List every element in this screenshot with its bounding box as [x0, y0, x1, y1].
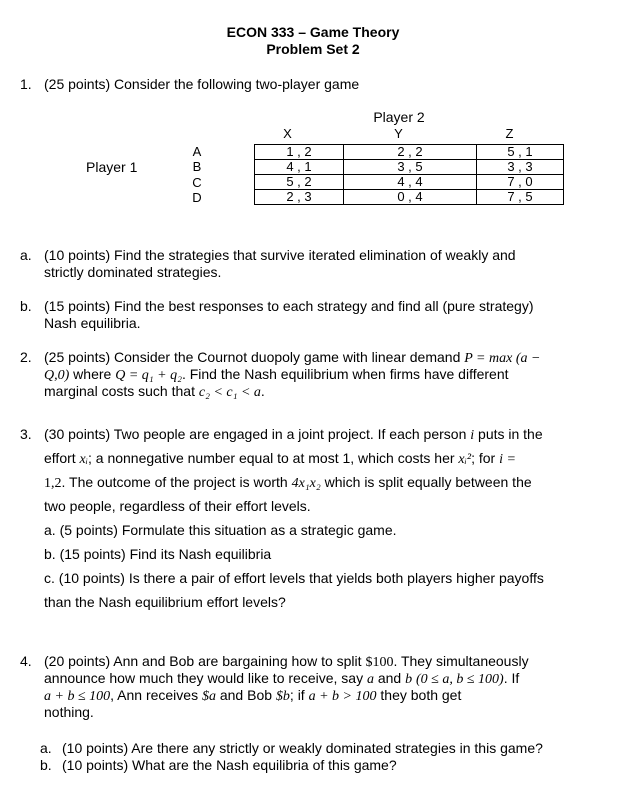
question-1a-line-2: strictly dominated strategies. — [44, 264, 222, 280]
question-3-line-3-text: . The outcome of the project is worth — [61, 474, 288, 490]
question-4-ann-receives: , Ann receives — [110, 687, 199, 703]
question-3-number: 3. — [20, 426, 32, 442]
payoff-row-c — [255, 175, 564, 190]
payoff-cell-a-x: 1 , 2 — [255, 145, 344, 160]
question-4b-label: b. — [40, 757, 52, 773]
question-2-line-1 — [44, 349, 540, 367]
question-2-number: 2. — [20, 349, 32, 365]
question-4a-label: a. — [40, 740, 52, 756]
question-4-line-2-end: . If — [503, 670, 520, 686]
question-3-line-1 — [44, 426, 543, 444]
question-3-for: ; for — [471, 450, 496, 466]
row-label-a: A — [192, 144, 202, 159]
column-label-x: X — [283, 126, 292, 141]
question-3-project-value: 4x₁x₂ — [291, 476, 321, 491]
payoff-cell-c-z: 7 , 0 — [477, 175, 564, 190]
payoff-cell-d-x: 2 , 3 — [255, 190, 344, 205]
question-4-condition-1: a + b ≤ 100 — [44, 689, 111, 704]
question-3-line-2 — [44, 450, 516, 468]
question-1b-label: b. — [20, 298, 32, 314]
question-2-line-1-text: (25 points) Consider the Cournot duopoly game with linear demand — [44, 349, 461, 365]
payoff-row-a — [255, 145, 564, 160]
question-2-demand-formula-end: Q,0) — [44, 368, 70, 383]
question-2-line-2-text: . Find the Nash equilibrium when firms have different — [181, 366, 509, 382]
question-4-line-2-text: announce how much they would like to receive, say — [44, 670, 364, 686]
question-4-bob-amount: $b — [275, 689, 290, 704]
row-label-c: C — [192, 175, 202, 190]
question-4-line-1 — [44, 653, 529, 671]
question-2-cost-inequality: c₂ < c₁ < a — [198, 385, 261, 400]
row-label-b: B — [192, 159, 202, 174]
payoff-cell-b-z: 3 , 3 — [477, 160, 564, 175]
question-3-line-3-end: which is split equally between the — [324, 474, 532, 490]
payoff-row-b — [255, 160, 564, 175]
question-1-text: (25 points) Consider the following two-player game — [44, 76, 360, 92]
question-4-line-3-end: they both get — [380, 687, 462, 703]
question-1a-line-1: (10 points) Find the strategies that survive iterated elimination of weakly and — [44, 247, 516, 263]
question-4-and: and — [377, 670, 402, 686]
question-4-line-1-end: . They simultaneously — [393, 653, 529, 669]
question-4-line-2 — [44, 670, 519, 688]
question-3b: b. (15 points) Find its Nash equilibria — [44, 546, 272, 562]
payoff-cell-c-x: 5 , 2 — [255, 175, 344, 190]
question-1a-label: a. — [20, 247, 32, 263]
question-3-effort-word: effort — [44, 450, 76, 466]
payoff-cell-b-x: 4 , 1 — [255, 160, 344, 175]
question-4-condition-2: a + b > 100 — [308, 689, 377, 704]
payoff-matrix — [254, 144, 564, 205]
question-4-line-3 — [44, 687, 461, 705]
payoff-cell-d-y: 0 , 4 — [344, 190, 477, 205]
row-label-d: D — [192, 190, 202, 205]
question-3-line-1-text: (30 points) Two people are engaged in a joint project. If each person — [44, 426, 467, 442]
question-4a-text: (10 points) Are there any strictly or weakly dominated strategies in this game? — [62, 740, 543, 756]
question-4-number: 4. — [20, 653, 32, 669]
player-2-label: Player 2 — [373, 109, 425, 125]
payoff-row-d — [255, 190, 564, 205]
question-4-range: (0 ≤ a, b ≤ 100) — [416, 672, 504, 687]
question-3c-line-2: than the Nash equilibrium effort levels? — [44, 594, 286, 610]
question-3-index-eq: i = — [499, 452, 516, 467]
question-4-ann-amount: $a — [201, 689, 216, 704]
document-subtitle: Problem Set 2 — [266, 41, 360, 57]
question-4-amount: $100 — [365, 655, 394, 670]
question-4-and-bob: and Bob — [219, 687, 273, 703]
question-1b-line-1: (15 points) Find the best responses to each strategy and find all (pure strategy) — [44, 298, 534, 314]
question-3-effort-var: xᵢ — [79, 452, 88, 467]
question-4-if: ; if — [289, 687, 305, 703]
question-3-cost-var: xᵢ² — [458, 452, 472, 467]
payoff-cell-a-y: 2 , 2 — [344, 145, 477, 160]
question-2-line-3-text: marginal costs such that — [44, 383, 195, 399]
question-1-number: 1. — [20, 76, 32, 92]
question-2-period: . — [260, 383, 265, 399]
question-4-var-a: a — [366, 672, 374, 687]
question-3a: a. (5 points) Formulate this situation as a strategic game. — [44, 522, 397, 538]
question-2-line-2 — [44, 366, 509, 384]
question-4-line-1-text: (20 points) Ann and Bob are bargaining how to split — [44, 653, 362, 669]
question-2-demand-formula: P = max (a − — [464, 351, 541, 366]
payoff-cell-b-y: 3 , 5 — [344, 160, 477, 175]
question-2-quantity-formula: Q = q₁ + q₂ — [115, 368, 182, 383]
question-1b-line-2: Nash equilibria. — [44, 315, 141, 331]
question-2-line-3 — [44, 383, 265, 401]
column-label-z: Z — [505, 126, 514, 141]
question-4-line-4: nothing. — [44, 704, 94, 720]
payoff-cell-a-z: 5 , 1 — [477, 145, 564, 160]
payoff-cell-c-y: 4 , 4 — [344, 175, 477, 190]
question-3c-line-1: c. (10 points) Is there a pair of effort levels that yields both players higher payoffs — [44, 570, 544, 586]
question-3-line-4: two people, regardless of their effort levels. — [44, 498, 311, 514]
question-3-line-2-text: ; a nonnegative number equal to at most 1, which costs her — [87, 450, 455, 466]
question-3-line-3 — [44, 474, 532, 492]
column-label-y: Y — [394, 126, 403, 141]
payoff-cell-d-z: 7 , 5 — [477, 190, 564, 205]
question-3-line-1-end: puts in the — [478, 426, 543, 442]
document-title: ECON 333 – Game Theory — [226, 24, 400, 40]
question-3-index-values: 1,2 — [44, 476, 62, 491]
question-4b-text: (10 points) What are the Nash equilibria of this game? — [62, 757, 397, 773]
question-4-var-b: b — [405, 672, 413, 687]
question-3-person-index: i — [470, 428, 475, 443]
player-1-label: Player 1 — [86, 159, 138, 175]
question-2-where: where — [73, 366, 112, 382]
